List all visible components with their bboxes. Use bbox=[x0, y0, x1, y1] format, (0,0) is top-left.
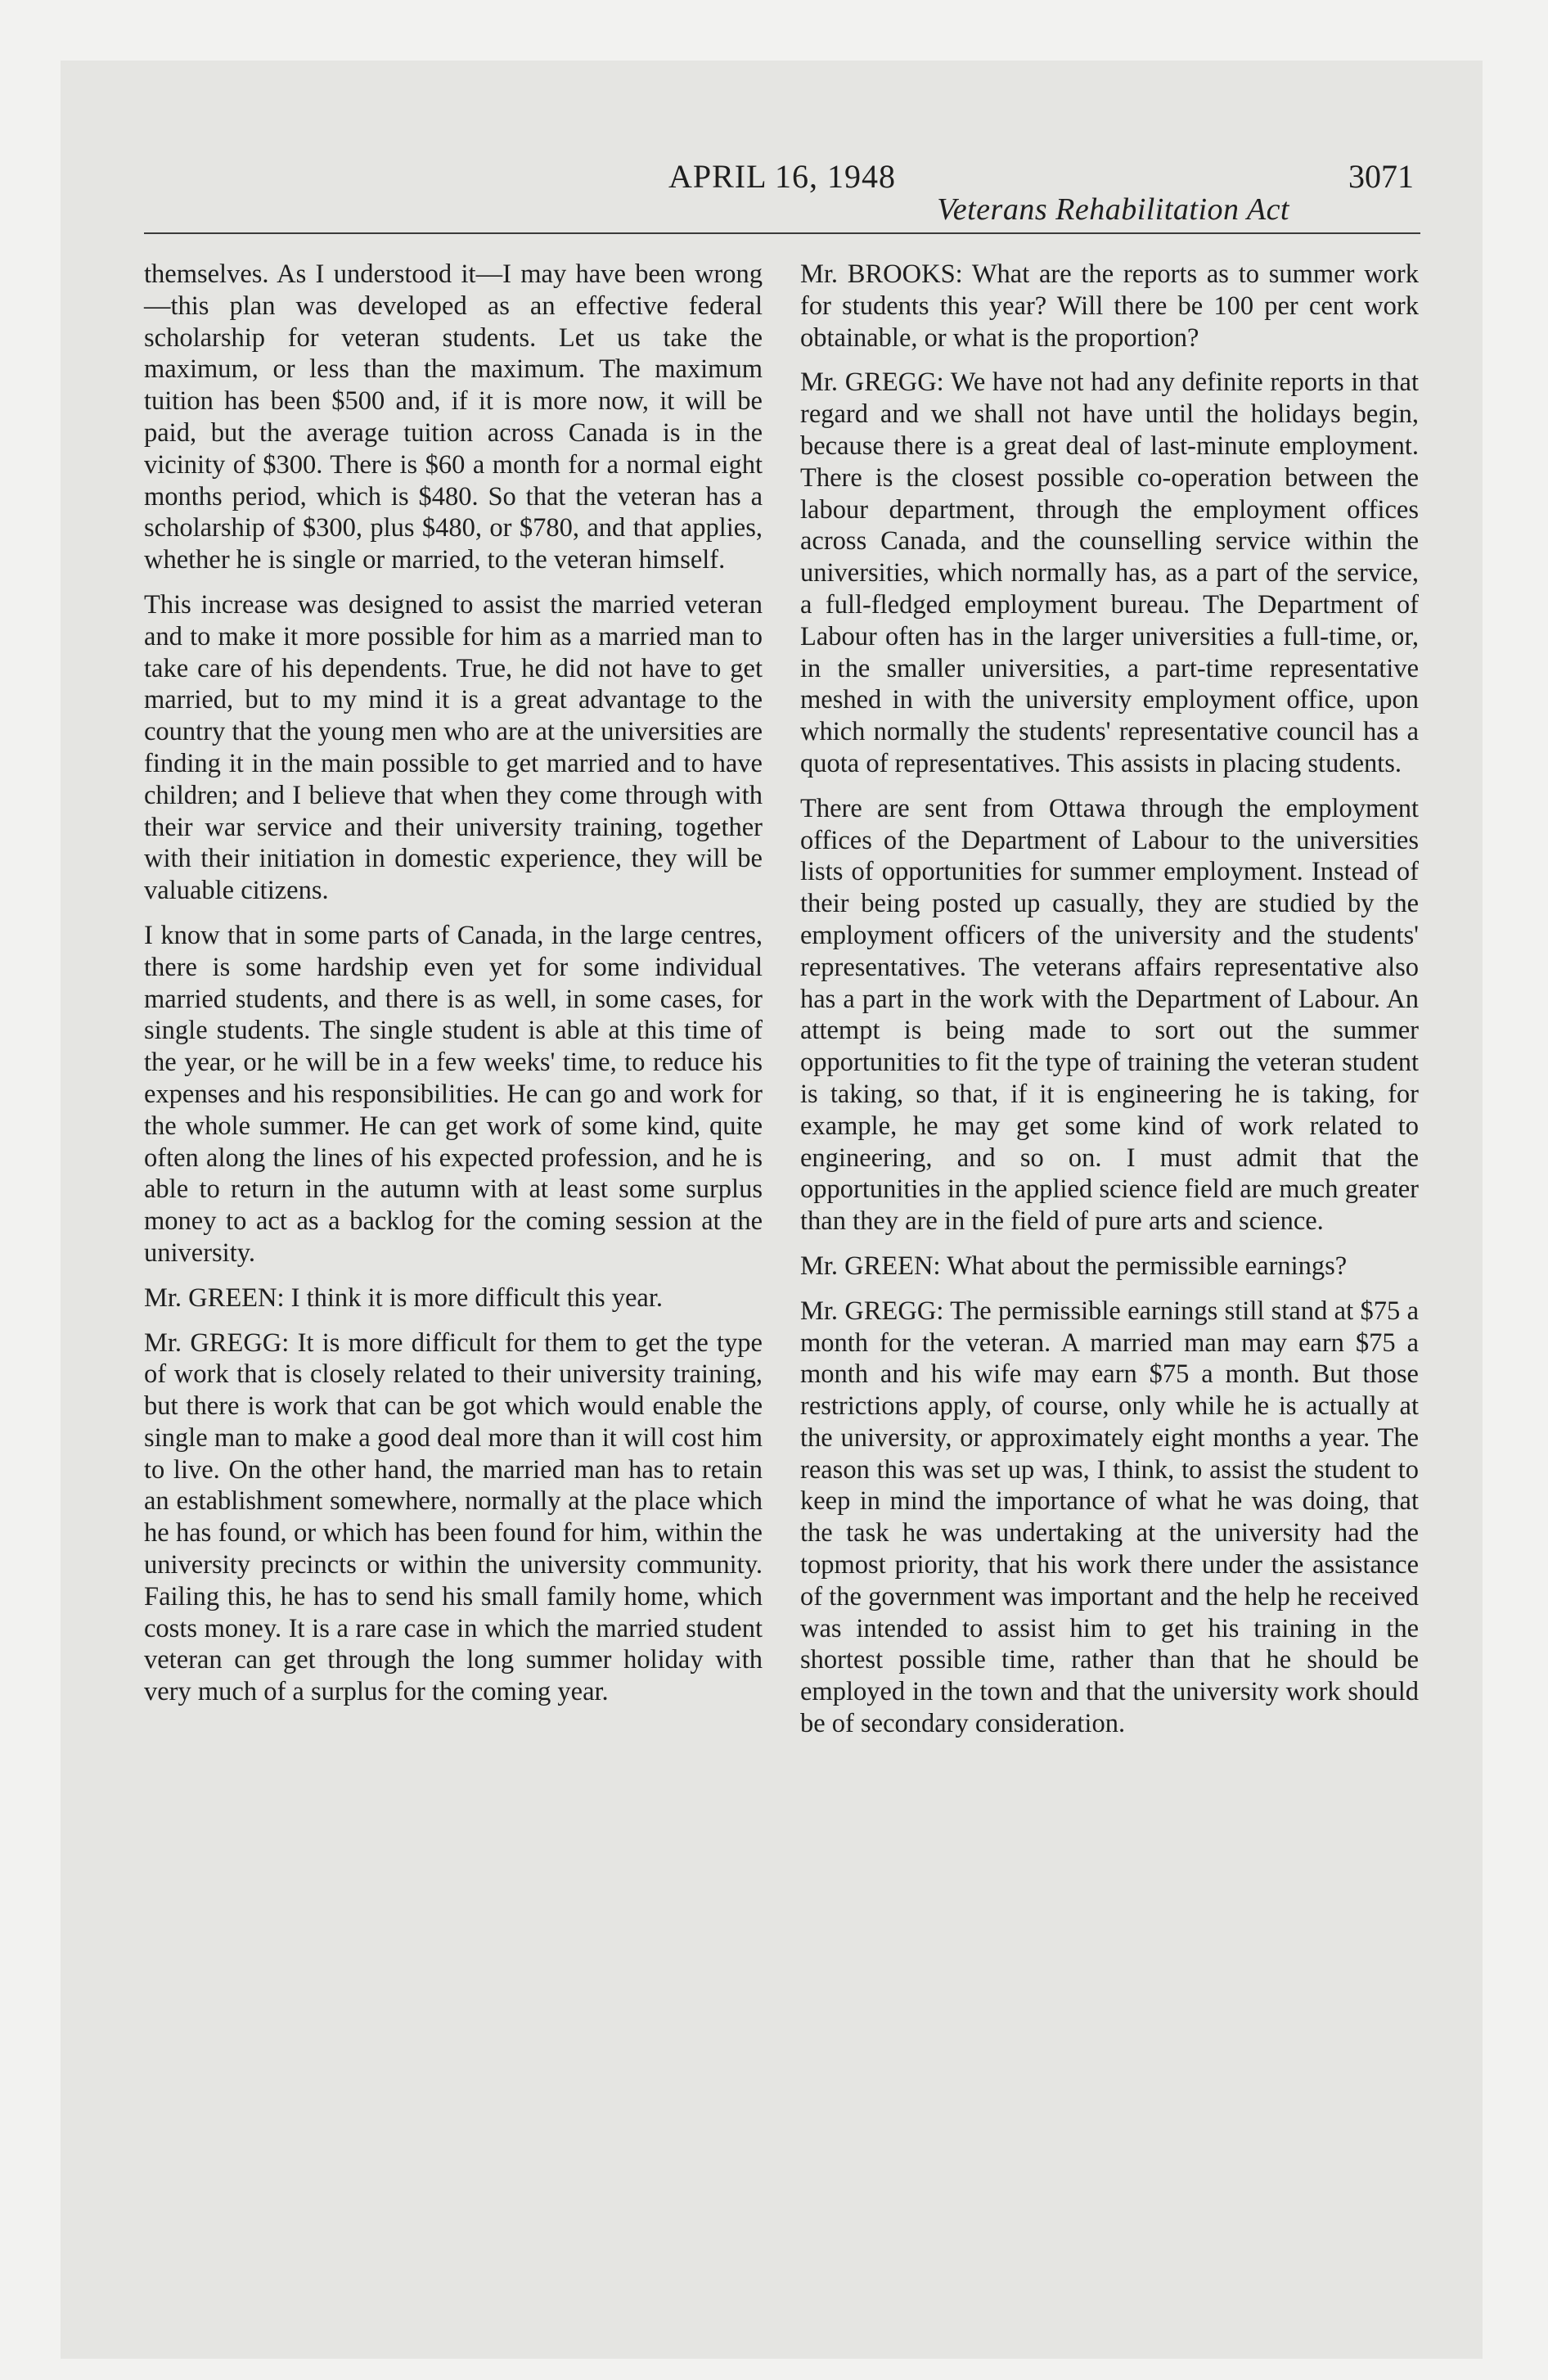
paragraph: themselves. As I understood it—I may have been wrong—this plan was developed as an effective federal scholarship for veteran students. Let us take the maximum, or less than the maximum. The maximum tuition has been $500 and, if it is more now, it will be paid, but the average tuition across Canada is in the vicinity of $300. There is $60 a month for a normal eight months period, which is $480. So that the veteran has a scholarship of $300, plus $480, or $780, and that applies, whether he is single or married, to the veteran himself. bbox=[144, 259, 763, 575]
page-header bbox=[144, 152, 1420, 234]
running-title: Veterans Rehabilitation Act bbox=[937, 192, 1289, 227]
paragraph: Mr. GREEN: What about the permissible earnings? bbox=[800, 1251, 1348, 1281]
paragraph: Mr. GREGG: It is more difficult for them to get the type of work that is closely related to their university training, but there is work that can be got which would enable the single man to make a good deal more than it will cost him to live. On the other hand, the married man has to retain an establishment somewhere, normally at the place which he has found, or which has been found for him, within the university precincts or within the university community. Failing this, he has to send his small family home, which costs money. It is a rare case in which the married student veteran can get through the long summer holiday with very much of a surplus for the coming year. bbox=[144, 1327, 763, 1707]
paragraph: Mr. GREGG: We have not had any definite reports in that regard and we shall not have until the holidays begin, because there is a great deal of last-minute employment. There is the closest possible co-operation between the labour department, through the employment offices across Canada, and the counselling service within the universities, which normally has, as a part of the service, a full-fledged employment bureau. The Department of Labour often has in the larger universities a full-time, or, in the smaller universities, a part-time representative meshed in with the university employment office, upon which normally the students' representative council has a quota of representatives. This assists in placing students. bbox=[800, 367, 1419, 778]
header-date: APRIL 16, 1948 bbox=[668, 158, 897, 195]
paragraph: I know that in some parts of Canada, in the large centres, there is some hardship even yet for some individual married students, and there is as well, in some cases, for single students. The single student is able at this time of the year, or he will be in a few weeks' time, to reduce his expenses and his responsibilities. He can go and work for the whole summer. He can get work of some kind, quite often along the lines of his expected profession, and he is able to return in the autumn with at least some surplus money to act as a backlog for the coming session at the university. bbox=[144, 920, 763, 1268]
paragraph: This increase was designed to assist the married veteran and to make it more possible for him as a married man to take care of his dependents. True, he did not have to get married, but to my mind it is a great advantage to the country that the young men who are at the universities are finding it in the main possible to get married and to have children; and I believe that when they come through with their war service and their university training, together with their initiation in domestic experience, they will be valuable citizens. bbox=[144, 589, 763, 906]
page-number: 3071 bbox=[1348, 158, 1414, 195]
paragraph: Mr. BROOKS: What are the reports as to summer work for students this year? Will there be 100 per cent work obtainable, or what is the proportion? bbox=[800, 259, 1419, 353]
paragraph: Mr. GREEN: I think it is more difficult this year. bbox=[144, 1282, 663, 1313]
right-column bbox=[800, 259, 1419, 1753]
paragraph: Mr. GREGG: The permissible earnings still stand at $75 a month for the veteran. A married man may earn $75 a month and his wife may earn $75 a month. But those restrictions apply, of course, only while he is actually at the university, or approximately eight months a year. The reason this was set up was, I think, to assist the student to keep in mind the importance of what he was doing, that the task he was undertaking at the university had the topmost priority, that his work there under the assistance of the government was important and the help he received was intended to assist him to get his training in the shortest possible time, rather than that he should be employed in the town and that the university work should be of secondary consideration. bbox=[800, 1296, 1419, 1739]
paragraph: There are sent from Ottawa through the employment offices of the Department of Labour to the universities lists of opportunities for summer employment. Instead of their being posted up casually, they are studied by the employment officers of the university and the students' representatives. The veterans affairs representative also has a part in the work with the Department of Labour. An attempt is being made to sort out the summer opportunities to fit the type of training the veteran student is taking, so that, if it is engineering he is taking, for example, he may get some kind of work related to engineering, and so on. I must admit that the opportunities in the applied science field are much greater than they are in the field of pure arts and science. bbox=[800, 793, 1419, 1237]
left-column bbox=[144, 259, 763, 1721]
header-rule bbox=[144, 232, 1420, 234]
